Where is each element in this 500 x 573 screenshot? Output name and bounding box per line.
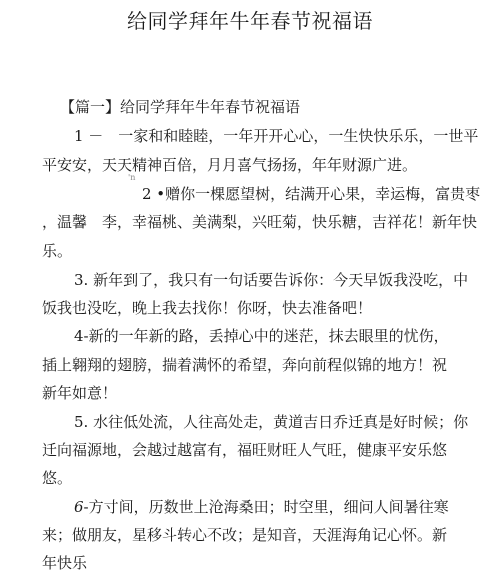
paragraph-6-line-3: 年快乐 xyxy=(42,554,88,572)
paragraph-5-line-3: 悠。 xyxy=(42,469,73,487)
paragraph-4-line-3: 新年如意！ xyxy=(42,384,118,402)
paragraph-5-line-1: 5. 水往低处流，人往高处走，黄道吉日乔迁真是好时候；你 xyxy=(74,413,469,431)
document-title: 给同学拜年牛年春节祝福语 xyxy=(127,9,373,33)
paragraph-1-line-1: 1 － 一家和和睦睦，一年开开心心，一生快快乐乐，一世平 xyxy=(74,127,479,145)
paragraph-6-line-2: 来；做朋友，星移斗转心不改；是知音，天涯海角记心怀。新 xyxy=(42,526,448,544)
paragraph-1-line-2: 平安安，天天精神百倍，月月喜气扬扬，年年财源广进。 xyxy=(42,156,418,174)
stray-mark: 'n xyxy=(128,173,136,182)
paragraph-3-line-2: 饭我也没吃，晚上我去找你！你呀，快去准备吧！ xyxy=(42,299,373,317)
paragraph-6-number: 6 xyxy=(74,498,84,516)
paragraph-2-line-2: ，温馨 李，幸福桃、美满梨，兴旺菊，快乐糖，吉祥花！新年快 xyxy=(42,213,478,231)
paragraph-4-line-2: 插上翱翔的翅膀，揣着满怀的希望，奔向前程似锦的地方！祝 xyxy=(42,356,448,374)
paragraph-2-line-3: 乐。 xyxy=(42,242,73,260)
paragraph-2-line-1: 2 •赠你一棵愿望树，结满开心果，幸运梅，富贵枣 xyxy=(142,185,481,203)
paragraph-4-line-1: 4-新的一年新的路，丢掉心中的迷茫，抹去眼里的忧伤， xyxy=(74,327,449,345)
paragraph-3-line-1: 3. 新年到了，我只有一句话要告诉你：今天早饭我没吃，中 xyxy=(74,271,469,289)
paragraph-6-line-1 xyxy=(74,497,449,517)
paragraph-6-line-1-text: -方寸间，历数世上沧海桑田；时空里，细问人间暑往寒 xyxy=(83,498,449,516)
paragraph-5-line-2: 迁向福源地，会越过越富有，福旺财旺人气旺，健康平安乐悠 xyxy=(42,441,448,459)
section-heading: 【篇一】给同学拜年牛年春节祝福语 xyxy=(60,98,301,116)
